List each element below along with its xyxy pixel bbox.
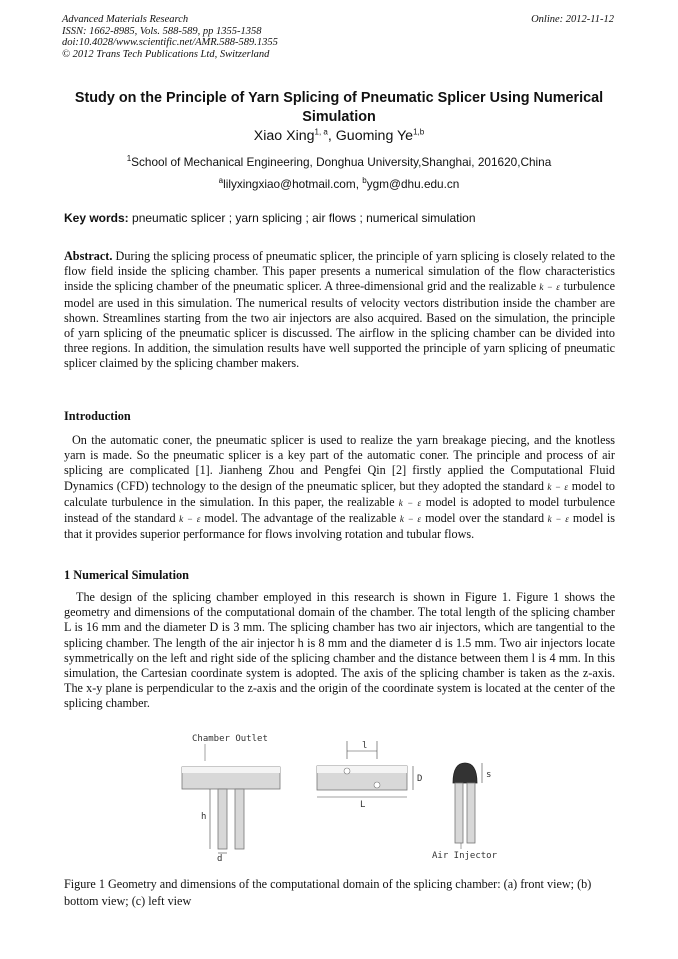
email-superscript: b: [362, 176, 367, 186]
s-label: s: [486, 770, 492, 780]
D-label: D: [417, 774, 423, 784]
affiliation-text: School of Mechanical Engineering, Donghua University,Shanghai, 201620,China: [131, 155, 552, 169]
left-view-injector: [455, 783, 463, 843]
email-line: $^a$lilyxingxiao@hotmail.com, $^b$ygm@dhu.edu.cn: [218, 176, 460, 191]
journal-header: [62, 14, 278, 60]
chamber-outlet-label: Chamber Outlet: [192, 734, 268, 744]
k-epsilon-symbol: k − ε: [179, 514, 201, 525]
author-list: Xiao Xing$^{1, a}$, Guoming Ye$^{1,b}$: [253, 127, 425, 144]
author-name: Guoming Ye: [335, 128, 414, 144]
author-name: Xiao Xing: [253, 128, 315, 144]
air-injector-label: Air Injector: [432, 851, 498, 861]
intro-text: model. The advantage of the realizable: [204, 511, 397, 526]
abstract-text: During the splicing process of pneumatic splicer, the principle of yarn splicing is closely related to the flow field inside the splicing chamber. This paper presents a numerical simulation of the flow characteristics inside the splicing chamber of the pneumatic splicer. A three-dimensional grid and the realizable: [64, 249, 616, 294]
email-link[interactable]: ygm@dhu.edu.cn: [366, 177, 460, 191]
email-link[interactable]: lilyxingxiao@hotmail.com: [223, 177, 356, 191]
intro-text: model over the standard: [425, 511, 545, 526]
k-epsilon-symbol: k − ε: [539, 282, 561, 293]
k-epsilon-symbol: k − ε: [398, 497, 422, 508]
issn-line: ISSN: 1662-8985, Vols. 588-589, pp 1355-1358: [62, 25, 262, 37]
bottom-view-highlight: [317, 766, 407, 773]
left-view-injector: [467, 783, 475, 843]
keywords: [64, 211, 476, 225]
intro-text: model is adopted to model turbulence instead of the standard: [64, 494, 616, 526]
section-paragraph: The design of the splicing chamber employed in this research is shown in Figure 1. Figure 1 shows the geometry and dimensions of the computational domain of the chamber. The total length of the splicing chamber L is 16 mm and the diameter D is 3 mm. The splicing chamber has two air injectors, which are tangential to the splicing chamber. The length of the air injector h is 8 mm and the diameter d is 1.5 mm. Two air injectors locate symmetrically on the left and right side of the splicing chamber and the distance between them l is 4 mm. In this simulation, the Cartesian coordinate system is adopted. The axis of the splicing chamber is taken as the z-axis. The x-y plane is perpendicular to the z-axis and the origin of the coordinate system is located at the center of the splicing chamber.: [64, 590, 615, 711]
introduction-heading: Introduction: [64, 409, 131, 423]
affiliation-superscript: 1: [126, 154, 132, 164]
k-epsilon-symbol: k − ε: [399, 514, 422, 525]
email-superscript: a: [218, 176, 224, 186]
introduction-paragraph: [64, 433, 615, 542]
doi-line: doi:10.4028/www.scientific.net/AMR.588-589.1355: [62, 37, 278, 48]
intro-text: model to calculate turbulence in the simulation. In this paper, the realizable: [64, 478, 616, 509]
d-label: d: [217, 854, 223, 864]
keywords-label: Key words:: [64, 211, 129, 225]
intro-text: model is that it provides superior performance for flows involving rotation and tubular flows.: [64, 511, 616, 542]
injector-port: [374, 782, 380, 788]
journal-name: Advanced Materials Research: [62, 14, 189, 25]
figure-caption: Figure 1 Geometry and dimensions of the computational domain of the splicing chamber: (a) front view; (b) bottom view; (c) left view: [64, 877, 592, 908]
L-label: L: [360, 800, 366, 810]
keywords-text: pneumatic splicer ; yarn splicing ; air flows ; numerical simulation: [132, 211, 476, 225]
l-label: l: [362, 741, 368, 751]
paper-title: Study on the Principle of Yarn Splicing of Pneumatic Splicer Using Numerical Simulation: [74, 90, 604, 125]
author-superscript: 1,b: [413, 127, 425, 137]
online-date: Online: 2012-11-12: [531, 14, 614, 25]
front-view-highlight: [182, 767, 280, 773]
h-label: h: [201, 812, 207, 822]
abstract: [64, 249, 615, 372]
author-superscript: 1, a: [314, 127, 328, 137]
k-epsilon-symbol: k − ε: [547, 481, 569, 492]
chamber-geometry-figure: [170, 729, 505, 864]
injector-port: [344, 768, 350, 774]
affiliation: [62, 155, 616, 169]
left-view-chamber-cap: [453, 763, 477, 783]
section-heading: 1 Numerical Simulation: [64, 568, 190, 582]
abstract-label: Abstract.: [64, 249, 113, 263]
copyright-line: © 2012 Trans Tech Publications Ltd, Switzerland: [62, 48, 270, 60]
intro-text: On the automatic coner, the pneumatic splicer is used to realize the yarn breakage piecing, and the knotless yarn is made. So the pneumatic splicer is a key part of the automatic coner. The principle and process of air splicing are complicated [1]. Jianheng Zhou and Pengfei Qin [2] firstly applied the Computational Fluid Dynamics (CFD) technology to the design of the pneumatic splicer, but they adopted the standard: [64, 433, 615, 493]
front-view-injector: [218, 789, 227, 849]
abstract-text: turbulence model are used in this simulation. The numerical results of velocity vectors distribution inside the chamber are shown. Streamlines starting from the two air injectors are also acquired. Based on the simulation, the principle of yarn splicing of the pneumatic splicer is discussed. The airflow in the splicing chamber can be divided into three regions. In addition, the simulation results have well supported the principle of yarn splicing of pneumatic splicer claimed by the splicing chamber makers.: [64, 279, 615, 371]
front-view-injector: [235, 789, 244, 849]
k-epsilon-symbol: k − ε: [547, 514, 570, 525]
